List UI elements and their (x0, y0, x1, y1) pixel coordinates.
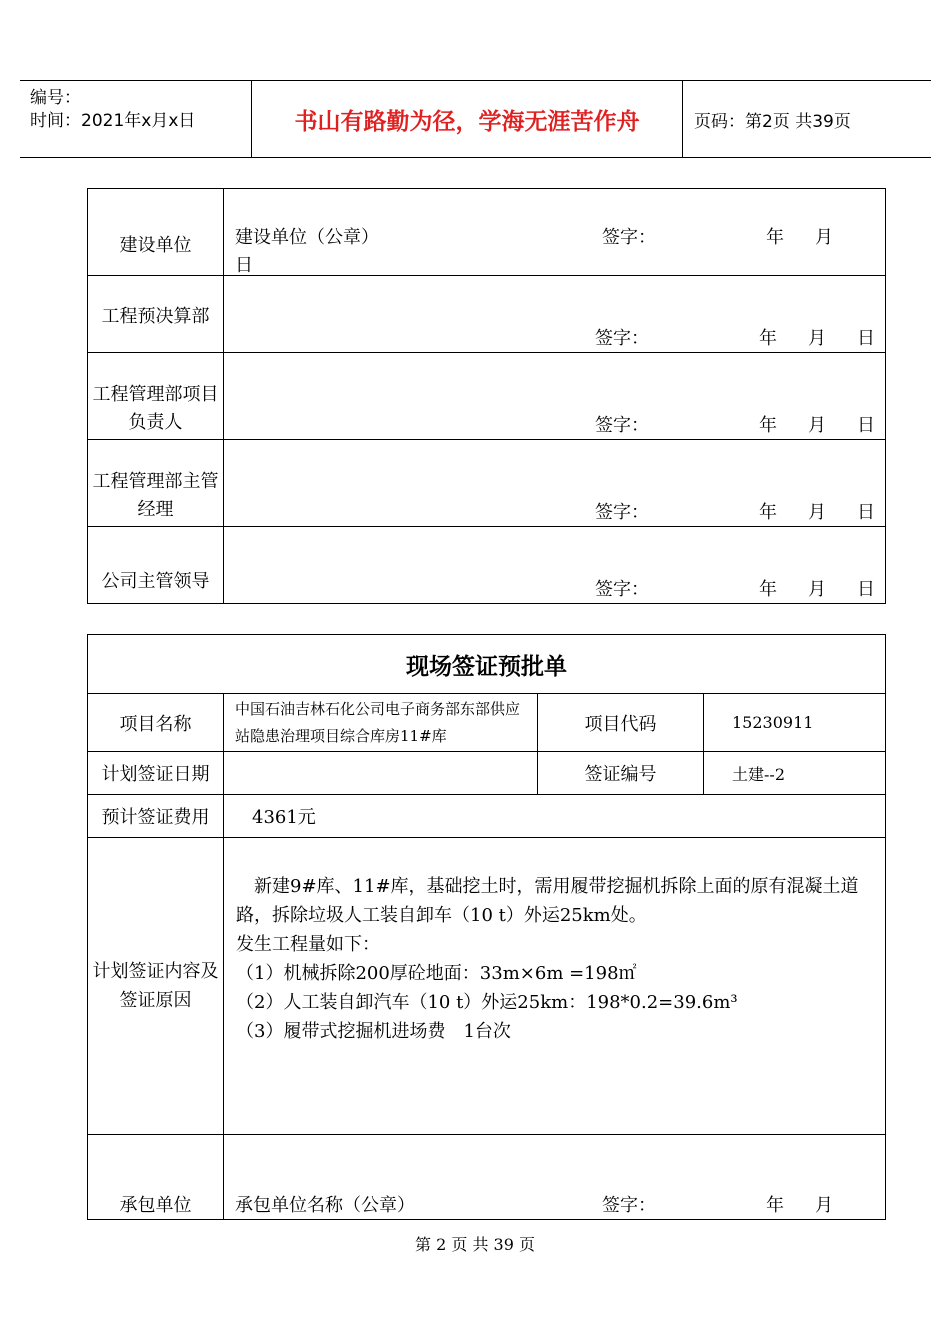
month-label: 月 (808, 328, 826, 349)
visa-no-value[interactable]: 土建--2 (704, 752, 886, 795)
project-row (88, 694, 886, 752)
approval-row (88, 189, 886, 276)
approval-row (88, 276, 886, 353)
sign-label: 签字： (602, 227, 656, 248)
approval-row (88, 527, 886, 604)
year-label: 年 (759, 415, 777, 436)
day-label: 日 (235, 255, 253, 276)
content-line: （2）人工装自卸汽车（10 t）外运25km：198*0.2=39.6m³ (236, 992, 738, 1013)
month-label: 月 (808, 502, 826, 523)
approval-content[interactable] (224, 276, 886, 353)
plan-date-label: 计划签证日期 (88, 752, 224, 795)
content-value[interactable] (224, 838, 886, 1135)
content-line: 新建9#库、11#库，基础挖土时，需用履带挖掘机拆除上面的原有混凝土道路，拆除垃圾人工装自卸车（10 t）外运25km处。 (236, 876, 859, 926)
approval-label: 工程管理部主管经理 (88, 440, 224, 527)
cost-label: 预计签证费用 (88, 795, 224, 838)
content-line: （1）机械拆除200厚砼地面：33m×6m =198㎡ (236, 963, 637, 984)
year-label: 年 (766, 227, 784, 248)
content-label: 计划签证内容及签证原因 (88, 838, 224, 1135)
year-label: 年 (759, 328, 777, 349)
year-label: 年 (759, 502, 777, 523)
approval-label: 工程预决算部 (88, 276, 224, 353)
year-label: 年 (759, 579, 777, 600)
approval-row (88, 440, 886, 527)
approval-row (88, 353, 886, 440)
content-row (88, 838, 886, 1135)
day-label: 日 (857, 328, 875, 349)
header-motto: 书山有路勤为径，学海无涯苦作舟 (252, 81, 683, 157)
sign-label: 签字： (602, 1195, 656, 1216)
month-label: 月 (808, 579, 826, 600)
approval-label: 公司主管领导 (88, 527, 224, 604)
cost-row (88, 795, 886, 838)
seal-text: 建设单位（公章） (235, 227, 379, 248)
date-row (88, 752, 886, 795)
project-name-label: 项目名称 (88, 694, 224, 752)
day-label: 日 (857, 579, 875, 600)
contractor-row (88, 1135, 886, 1220)
contractor-seal-text: 承包单位名称（公章） (235, 1195, 415, 1216)
content-line: （3）履带式挖掘机进场费 1台次 (236, 1021, 511, 1042)
visa-no-label: 签证编号 (538, 752, 704, 795)
approval-content[interactable] (224, 527, 886, 604)
sign-label: 签字： (595, 502, 649, 523)
number-label: 编号： (30, 88, 81, 108)
approval-label: 工程管理部项目负责人 (88, 353, 224, 440)
project-code-label: 项目代码 (538, 694, 704, 752)
contractor-label: 承包单位 (88, 1135, 224, 1220)
form-title: 现场签证预批单 (88, 635, 886, 694)
header-page-info: 页码：第2页 共39页 (694, 111, 851, 132)
sign-label: 签字： (595, 415, 649, 436)
sign-label: 签字： (595, 328, 649, 349)
plan-date-value[interactable] (224, 752, 538, 795)
title-row (88, 635, 886, 694)
time-label: 时间：2021年x月x日 (30, 111, 196, 131)
page-header (20, 80, 931, 158)
month-label: 月 (815, 227, 833, 248)
approval-table (87, 188, 886, 604)
approval-content[interactable] (224, 189, 886, 276)
year-label: 年 (766, 1195, 784, 1216)
day-label: 日 (857, 502, 875, 523)
month-label: 月 (808, 415, 826, 436)
pre-approval-table (87, 634, 886, 1220)
header-meta (20, 81, 252, 157)
contractor-content[interactable] (224, 1135, 886, 1220)
page-footer: 第 2 页 共 39 页 (415, 1235, 535, 1254)
content-line: 发生工程量如下： (236, 934, 380, 955)
approval-label: 建设单位 (88, 189, 224, 276)
cost-value[interactable]: 4361元 (224, 795, 886, 838)
project-name-value[interactable]: 中国石油吉林石化公司电子商务部东部供应站隐患治理项目综合库房11#库 (224, 694, 538, 752)
month-label: 月 (815, 1195, 833, 1216)
day-label: 日 (857, 415, 875, 436)
approval-content[interactable] (224, 353, 886, 440)
approval-content[interactable] (224, 440, 886, 527)
sign-label: 签字： (595, 579, 649, 600)
project-code-value[interactable]: 15230911 (704, 694, 886, 752)
